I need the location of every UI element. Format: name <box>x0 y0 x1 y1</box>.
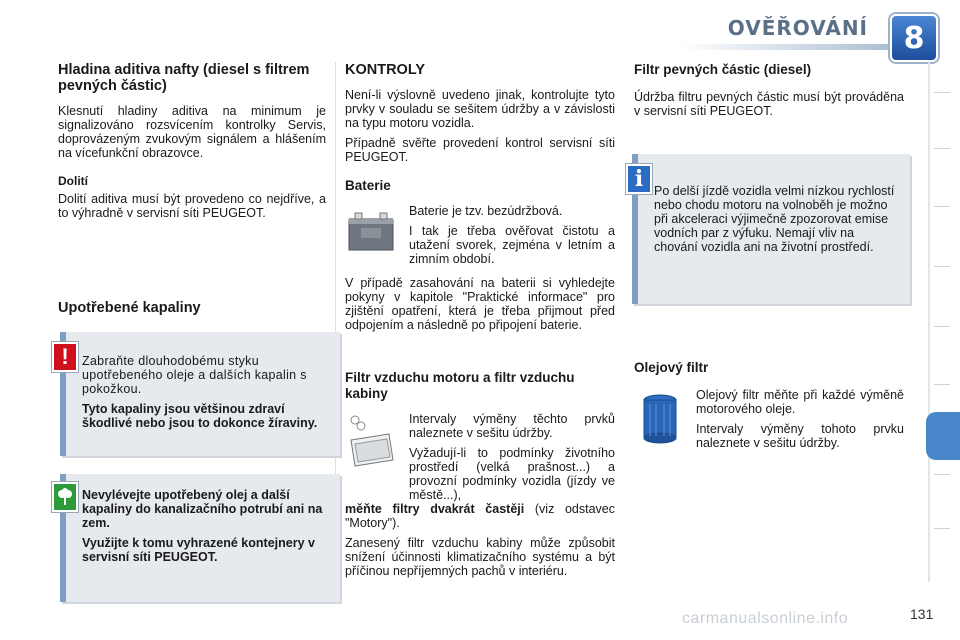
refill-subheading: Dolití <box>58 174 88 188</box>
chapter-number-badge: 8 <box>890 14 938 62</box>
chapter-title: OVĚŘOVÁNÍ <box>727 16 868 40</box>
oil-filter-section <box>634 360 904 456</box>
oil-filter-paragraph-2: Intervaly výměny tohoto prvku naleznete v sešitu údržby. <box>696 422 904 450</box>
chapter-tab-strip <box>928 62 960 582</box>
particle-filter-heading: Filtr pevných částic (diesel) <box>634 62 812 77</box>
battery-paragraph-3: V případě zasahování na baterii si vyhledejte pokyny v kapitole "Praktické informace" pro zjištění opatření, která je třeba přijmout před odpojením a následně po připojení baterie. <box>345 276 615 332</box>
tree-icon <box>52 482 78 512</box>
used-fluids-heading: Upotřebené kapaliny <box>58 300 201 316</box>
environment-note-bold1: Nevylévejte upotřebený olej a další kapaliny do kanalizačního potrubí ani na zem. <box>82 488 323 530</box>
watermark: carmanualsonline.info <box>682 610 849 627</box>
oil-filter-paragraph-1: Olejový filtr měňte při každé výměně motorového oleje. <box>696 388 904 416</box>
left-column <box>58 62 326 226</box>
filter-section <box>345 370 615 584</box>
air-filter-icon <box>345 414 397 470</box>
info-icon: i <box>626 164 652 194</box>
checks-heading: KONTROLY <box>345 62 426 78</box>
battery-icon <box>345 210 397 254</box>
checks-paragraph-2: Případně svěřte provedení kontrol servisní síti PEUGEOT. <box>345 136 615 164</box>
page-number: 131 <box>910 606 934 622</box>
warning-note <box>60 332 340 456</box>
air-filter-paragraph-3: Zanesený filtr vzduchu kabiny může způsobit snížení účinnosti klimatizačního systému a být příčinou nepříjemných pachů v interiéru. <box>345 536 615 578</box>
air-filter-emphasis: měňte filtry dvakrát častěji <box>345 502 525 516</box>
battery-paragraph-1: Baterie je tzv. bezúdržbová. <box>409 204 563 218</box>
warning-note-bold: Tyto kapaliny jsou většinou zdraví škodlivé nebo jsou to dokonce žíraviny. <box>82 402 318 430</box>
environment-note-bold2: Využijte k tomu vyhrazené kontejnery v servisní síti PEUGEOT. <box>82 536 315 564</box>
air-filter-heading: Filtr vzduchu motoru a filtr vzduchu kabiny <box>345 370 575 401</box>
battery-heading: Baterie <box>345 178 391 193</box>
environment-note <box>60 474 340 602</box>
section-heading-additive: Hladina aditiva nafty (diesel s filtrem pevných částic) <box>58 62 310 94</box>
battery-paragraph-2: I tak je třeba ověřovat čistotu a utažení svorek, zejména v letním a zimním období. <box>409 224 615 266</box>
air-filter-paragraph-2a-wrap <box>409 446 615 502</box>
page-header <box>0 0 960 56</box>
oil-filter-heading: Olejový filtr <box>634 360 709 375</box>
right-column <box>634 62 904 124</box>
additive-paragraph: Klesnutí hladiny aditiva na minimum je signalizováno rozsvícením kontrolky Servis, doprovázeným zvukovým signálem a hlášením na vícefunkční obrazovce. <box>58 104 326 160</box>
battery-block <box>345 204 615 270</box>
particle-filter-paragraph: Údržba filtru pevných částic musí být prováděna v servisní síti PEUGEOT. <box>634 90 904 118</box>
air-filter-paragraph-1: Intervaly výměny těchto prvků naleznete v sešitu údržby. <box>409 412 615 440</box>
checks-paragraph-1: Není-li výslovně uvedeno jinak, kontrolujte tyto prvky v souladu se sešitem údržby a v závislosti na typu motoru vozidla. <box>345 88 615 130</box>
warning-note-text: Zabraňte dlouhodobému styku upotřebeného oleje a dalších kapalin s pokožkou. <box>82 354 307 396</box>
info-note-text: Po delší jízdě vozidla velmi nízkou rychlostí nebo chodu motoru na volnoběh je možno při akceleraci výjimečně zpozorovat emise vodních par z výfuku. Nemají vliv na chování vozidla ani na životní prostředí. <box>654 184 895 254</box>
header-stripe <box>680 44 898 50</box>
refill-paragraph: Dolití aditiva musí být provedeno co nejdříve, a to výhradně v servisní síti PEUGEOT. <box>58 192 326 220</box>
oil-filter-icon <box>640 392 680 444</box>
middle-column <box>345 62 615 338</box>
info-note <box>632 154 910 304</box>
air-filter-paragraph-2a: Vyžadují-li to podmínky životního prostředí (velká prašnost...) a provozní podmínky vozidla (jízdy ve městě...), <box>409 446 615 502</box>
warning-icon: ! <box>52 342 78 372</box>
active-chapter-tab[interactable] <box>926 412 960 460</box>
air-filter-block <box>345 412 615 578</box>
air-filter-paragraph-2c: (viz odstavec "Motory"). <box>345 502 615 530</box>
